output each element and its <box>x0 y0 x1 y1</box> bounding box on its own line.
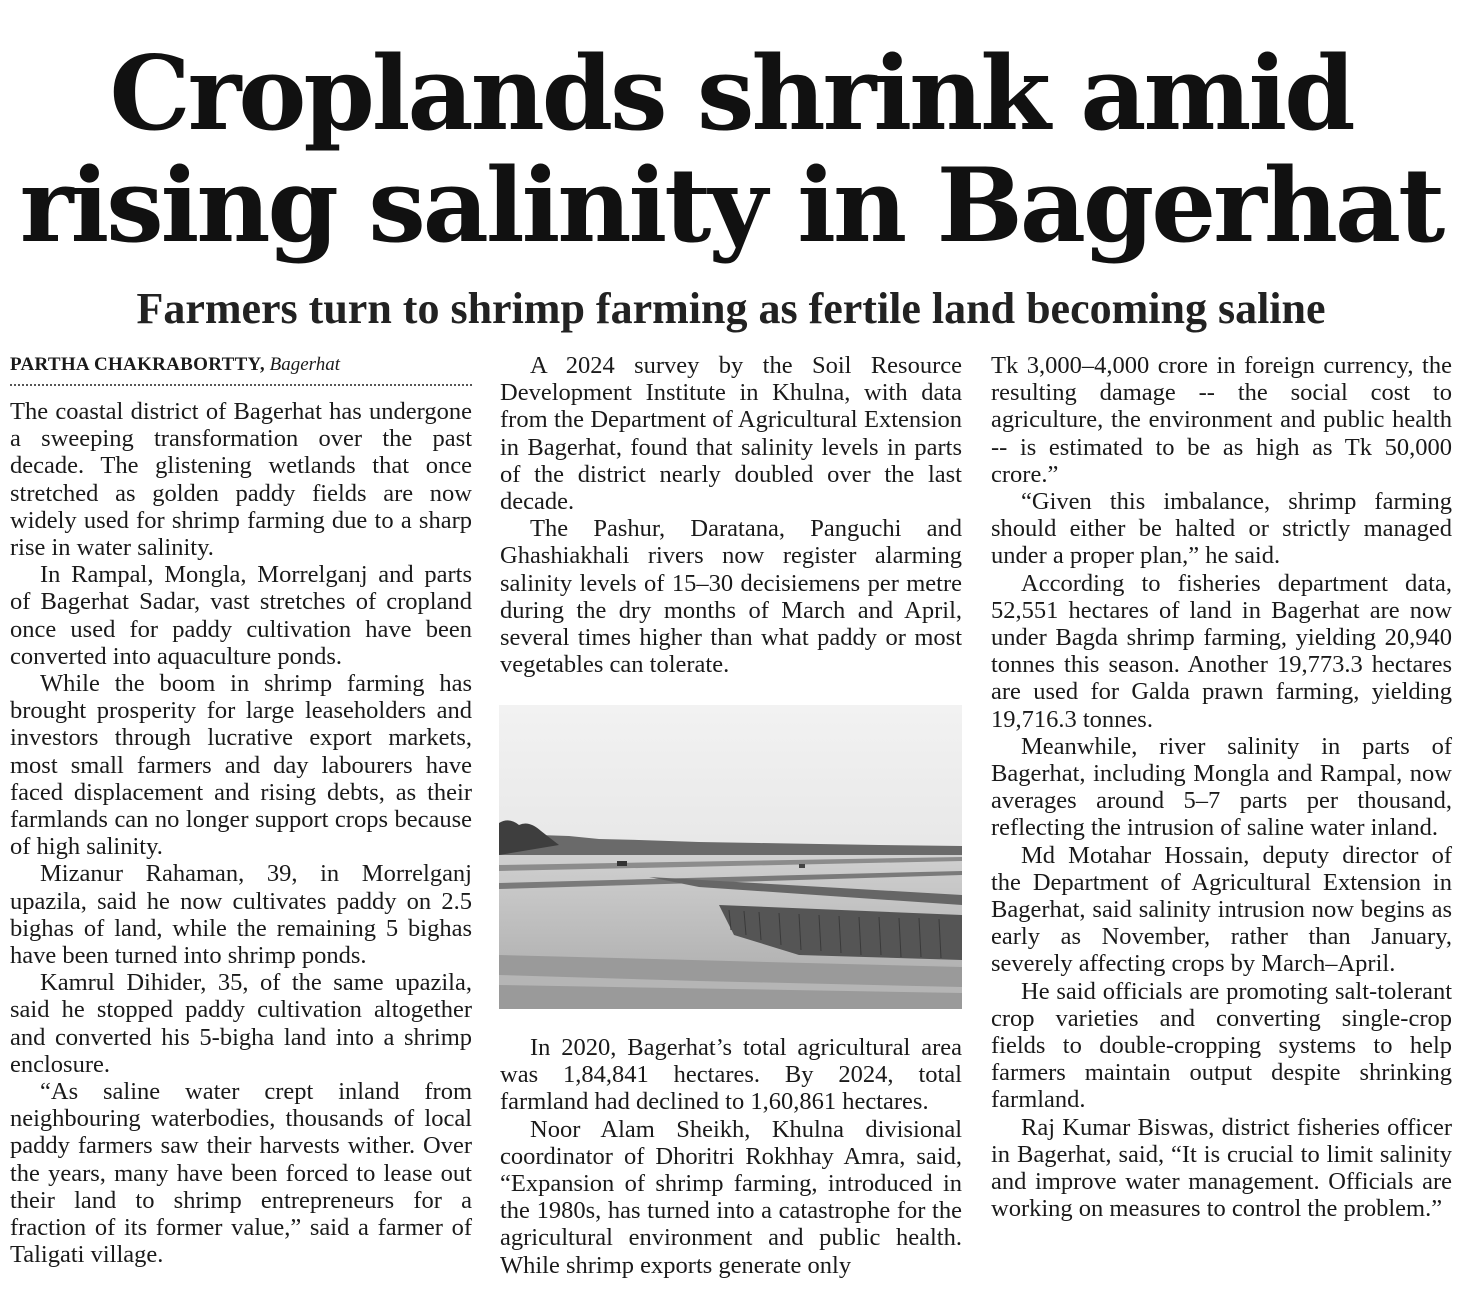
byline <box>10 352 472 378</box>
headline-line-1: Croplands shrink amid <box>109 34 1353 154</box>
paragraph: The Pashur, Daratana, Panguchi and Ghashiakhali rivers now register alarming salinity levels of 15–30 decisiemens per metre during the dry months of March and April, several times higher than what paddy or most vegetables can tolerate. <box>500 515 962 679</box>
headline <box>0 34 1462 266</box>
paragraph: In Rampal, Mongla, Morrelganj and parts of Bagerhat Sadar, vast stretches of cropland once used for paddy cultivation have been converted into aquaculture ponds. <box>10 561 472 670</box>
paragraph: Meanwhile, river salinity in parts of Bagerhat, including Mongla and Rampal, now averages around 5–7 parts per thousand, reflecting the intrusion of saline water inland. <box>991 732 1452 842</box>
headline-line-2: rising salinity in Bagerhat <box>19 146 1443 266</box>
wetland-landscape-image <box>499 705 962 1009</box>
article-photo <box>499 705 962 1009</box>
byline-author: PARTHA CHAKRABORTTY, <box>10 354 265 375</box>
paragraph: “Given this imbalance, shrimp farming should either be halted or strictly managed under a proper plan,” he said. <box>991 488 1452 570</box>
byline-divider <box>10 384 472 386</box>
subheadline: Farmers turn to shrimp farming as fertile land becoming saline <box>136 284 1326 333</box>
paragraph: Raj Kumar Biswas, district fisheries officer in Bagerhat, said, “It is crucial to limit salinity and improve water management. Officials are working on measures to control the problem.” <box>991 1113 1452 1223</box>
paragraph: Mizanur Rahaman, 39, in Morrelganj upazila, said he now cultivates paddy on 2.5 bighas of land, while the remaining 5 bighas have been turned into shrimp ponds. <box>10 860 472 970</box>
paragraph: According to fisheries department data, 52,551 hectares of land in Bagerhat are now under Bagda shrimp farming, yielding 20,940 tonnes this season. Another 19,773.3 hectares are used for Galda prawn farming, yielding 19,716.3 tonnes. <box>991 569 1452 733</box>
paragraph: Tk 3,000–4,000 crore in foreign currency, the resulting damage -- the social cost to agriculture, the environment and public health -- is estimated to be as high as Tk 50,000 crore.” <box>991 352 1452 488</box>
article-column-2-bottom <box>500 1034 962 1279</box>
paragraph: “As saline water crept inland from neighbouring waterbodies, thousands of local paddy farmers saw their harvests wither. Over the years, many have been forced to lease out their land to shrimp entrepreneurs for a fraction of its former value,” said a farmer of Taligati village. <box>10 1078 472 1269</box>
paragraph: While the boom in shrimp farming has brought prosperity for large leaseholders and investors through lucrative export markets, most small farmers and day labourers have faced displacement and rising debts, as their farmlands can no longer support crops because of high salinity. <box>10 670 472 861</box>
paragraph: In 2020, Bagerhat’s total agricultural area was 1,84,841 hectares. By 2024, total farmland had declined to 1,60,861 hectares. <box>500 1034 962 1116</box>
article-column-2-top <box>500 352 962 678</box>
paragraph: Md Motahar Hossain, deputy director of the Department of Agricultural Extension in Bagerhat, said salinity intrusion now begins as early as November, rather than January, severely affecting crops by March–April. <box>991 841 1452 978</box>
paragraph: Noor Alam Sheikh, Khulna divisional coordinator of Dhoritri Rokhhay Amra, said, “Expansion of shrimp farming, introduced in the 1980s, has turned into a catastrophe for the agricultural environment and public health. While shrimp exports generate only <box>500 1115 962 1279</box>
paragraph: He said officials are promoting salt-tolerant crop varieties and converting single-crop fields to double-cropping systems to help farmers maintain output despite shrinking farmland. <box>991 977 1452 1114</box>
paragraph: The coastal district of Bagerhat has undergone a sweeping transformation over the past decade. The glistening wetlands that once stretched as golden paddy fields are now widely used for shrimp farming due to a sharp rise in water salinity. <box>10 398 472 562</box>
paragraph: A 2024 survey by the Soil Resource Development Institute in Khulna, with data from the Department of Agricultural Extension in Bagerhat, found that salinity levels in parts of the district nearly doubled over the last decade. <box>500 352 962 516</box>
article-column-3 <box>991 352 1452 1223</box>
article-column-1 <box>10 352 472 1269</box>
paragraph: Kamrul Dihider, 35, of the same upazila, said he stopped paddy cultivation altogether and converted his 5-bigha land into a shrimp enclosure. <box>10 969 472 1078</box>
byline-location: Bagerhat <box>269 354 340 375</box>
